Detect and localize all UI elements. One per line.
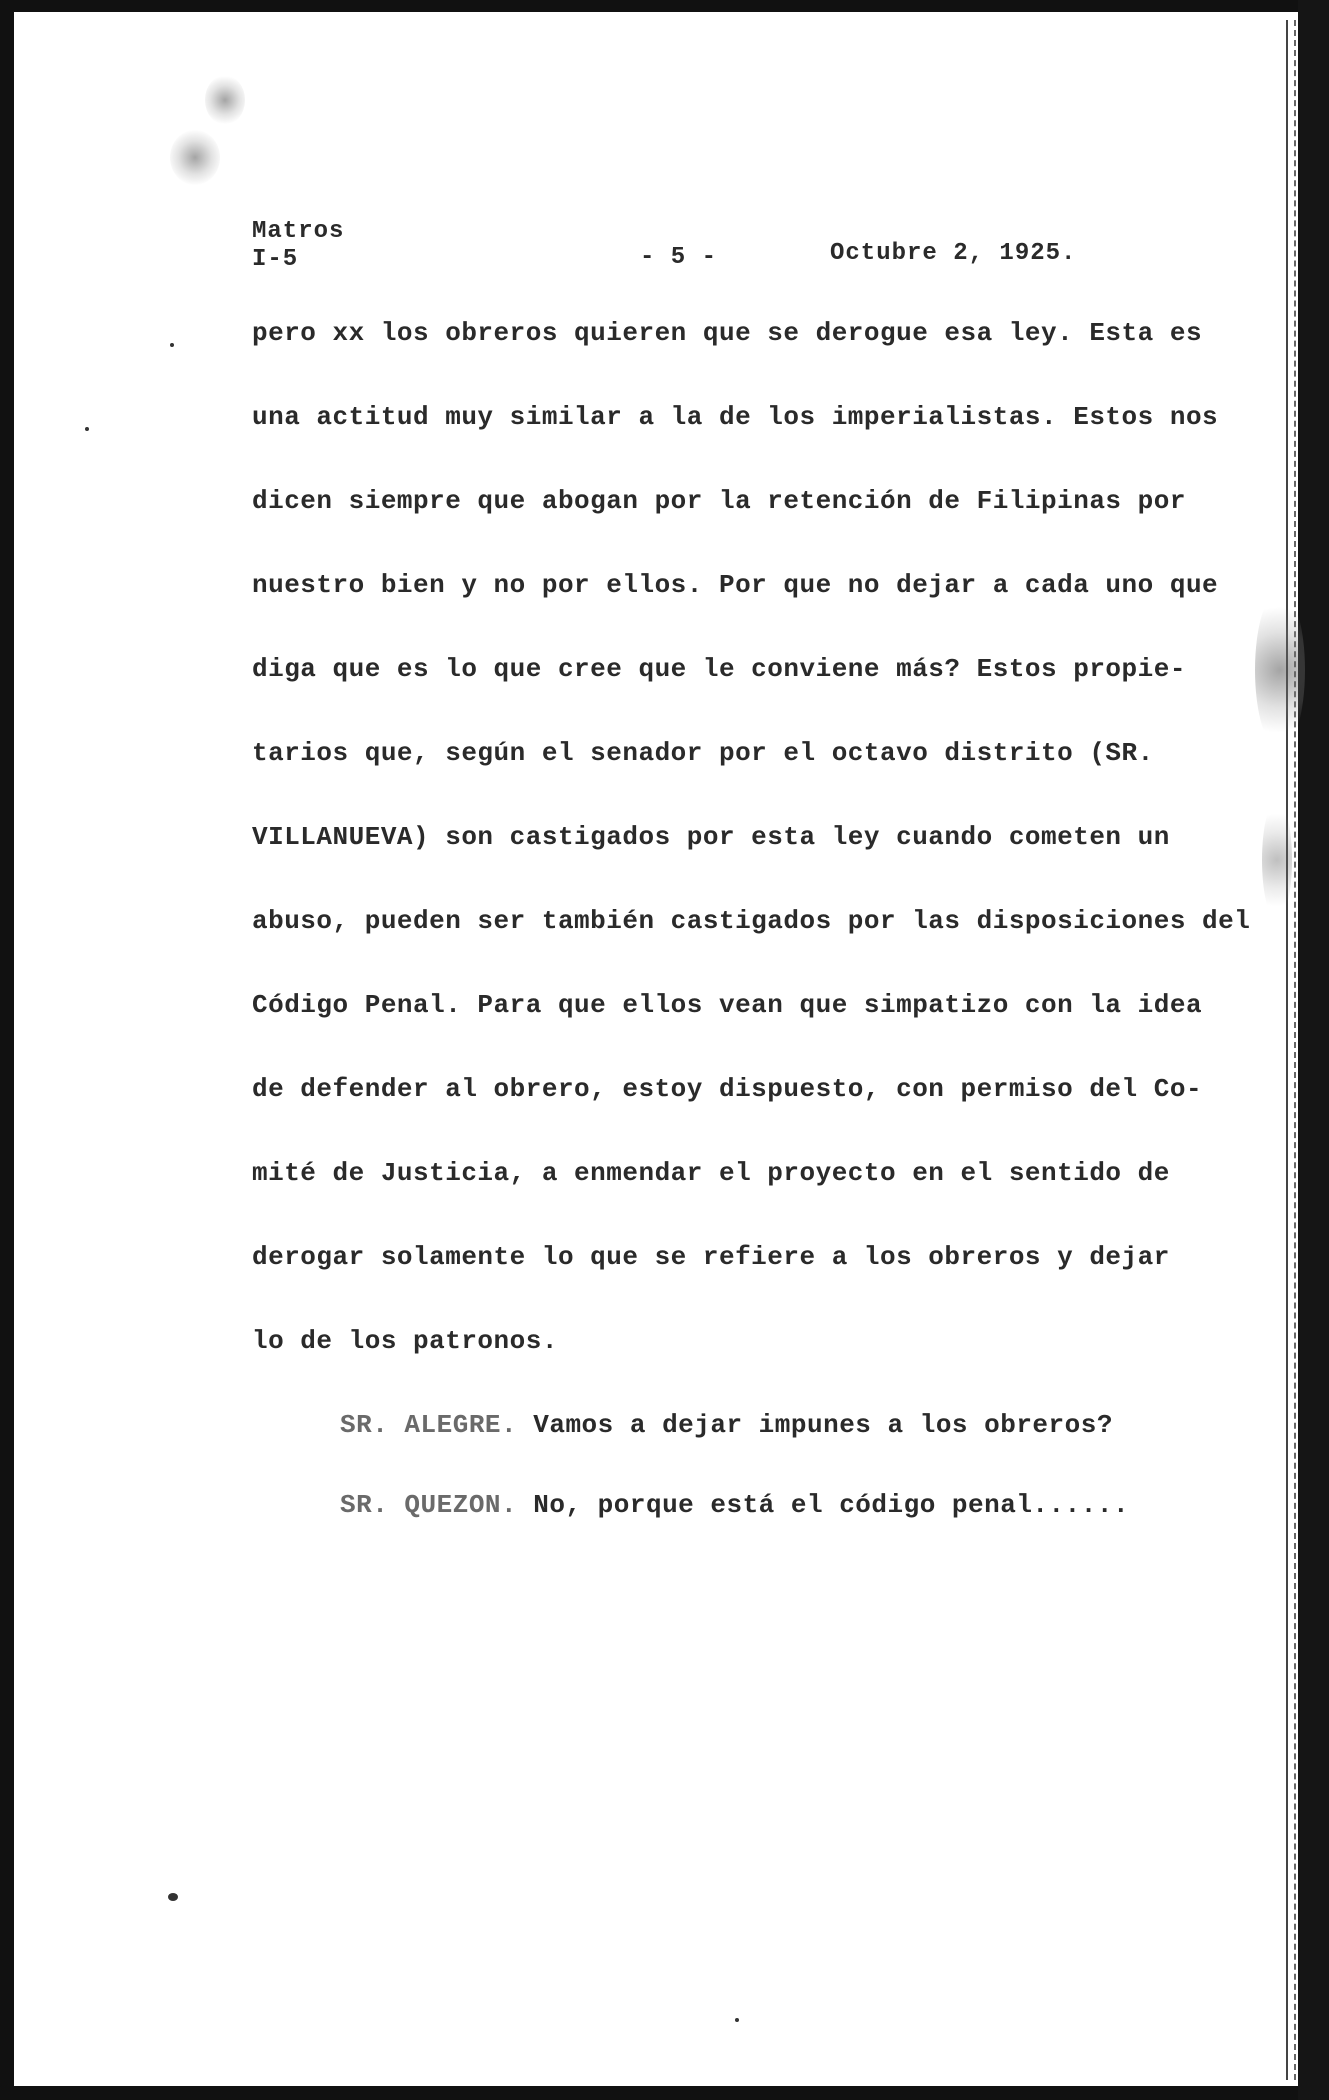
body-line: tarios que, según el senador por el octavo distrito (SR.	[252, 738, 1154, 768]
header-code: I-5	[252, 246, 299, 273]
dialogue-text: Vamos a dejar impunes a los obreros?	[533, 1410, 1113, 1440]
body-line: pero xx los obreros quieren que se derogue esa ley. Esta es	[252, 318, 1203, 348]
body-line: abuso, pueden ser también castigados por las disposiciones del	[252, 906, 1251, 936]
body-line: Código Penal. Para que ellos vean que simpatizo con la idea	[252, 990, 1203, 1020]
document-date: Octubre 2, 1925.	[830, 240, 1077, 267]
dialogue-text: No, porque está el código penal......	[533, 1490, 1130, 1520]
speaker-label: SR. ALEGRE.	[340, 1410, 518, 1440]
dialogue-line	[340, 1490, 1129, 1520]
body-line: derogar solamente lo que se refiere a los obreros y dejar	[252, 1242, 1170, 1272]
page-number: - 5 -	[640, 244, 718, 271]
speaker-label: SR. QUEZON.	[340, 1490, 518, 1520]
body-line: una actitud muy similar a la de los imperialistas. Estos nos	[252, 402, 1219, 432]
body-line: de defender al obrero, estoy dispuesto, con permiso del Co-	[252, 1074, 1203, 1104]
body-line: lo de los patronos.	[252, 1326, 558, 1356]
dialogue-line	[340, 1410, 1113, 1440]
body-line: dicen siempre que abogan por la retención de Filipinas por	[252, 486, 1186, 516]
body-line: VILLANUEVA) son castigados por esta ley cuando cometen un	[252, 822, 1170, 852]
body-line: diga que es lo que cree que le conviene más? Estos propie-	[252, 654, 1186, 684]
body-line: nuestro bien y no por ellos. Por que no dejar a cada uno que	[252, 570, 1219, 600]
body-line: mité de Justicia, a enmendar el proyecto en el sentido de	[252, 1158, 1170, 1188]
body-text	[252, 318, 1262, 1410]
header-name: Matros	[252, 218, 345, 245]
